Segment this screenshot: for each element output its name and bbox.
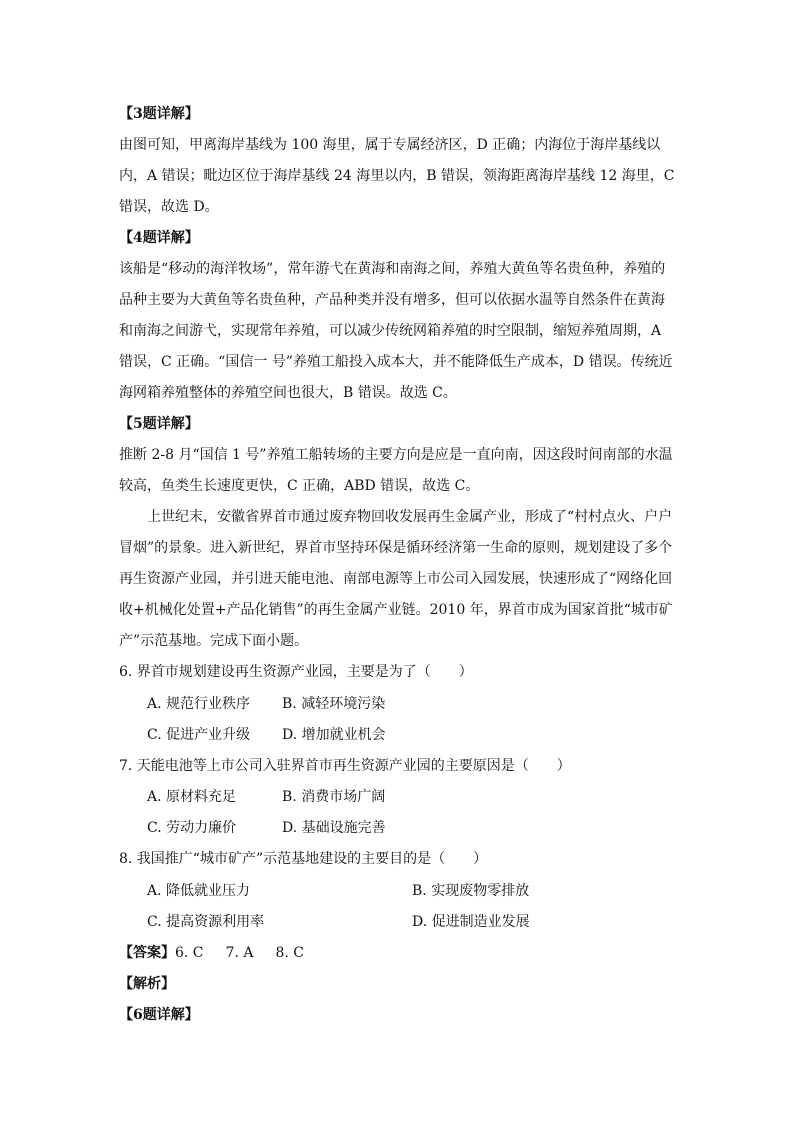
question-8-option-b: B. 实现废物零排放: [412, 883, 530, 899]
section-4-line-3: 和南海之间游弋，实现常年养殖，可以减少传统网箱养殖的时空限制，缩短养殖周期，A: [119, 323, 662, 339]
section-3-line-3: 错误，故选 D。: [119, 199, 219, 215]
question-6-stem: 6. 界首市规划建设再生资源产业园，主要是为了（ ）: [119, 664, 473, 680]
passage-line-1: 上世纪末，安徽省界首市通过废弃物回收发展再生金属产业，形成了“村村点火、户户: [147, 509, 673, 525]
section-3-line-2: 内，A 错误；毗边区位于海岸基线 24 海里以内，B 错误，领海距离海岸基线 12 海里，C: [119, 168, 675, 184]
section-4-line-4: 错误，C 正确。“国信一 号”养殖工船投入成本大，并不能降低生产成本，D 错误。传统近: [119, 354, 673, 370]
question-7-option-b: B. 消费市场广阔: [282, 789, 386, 805]
question-6-option-c: C. 促进产业升级: [147, 727, 251, 743]
question-6-option-a: A. 规范行业秩序: [147, 696, 251, 712]
section-3-heading: 【3题详解】: [119, 106, 199, 122]
question-7-option-c: C. 劳动力廉价: [147, 820, 237, 836]
question-8-option-c: C. 提高资源利用率: [147, 914, 265, 930]
answer-item-6: 6. C: [175, 945, 204, 961]
section-5-line-2: 较高，鱼类生长速度更快，C 正确，ABD 错误，故选 C。: [119, 478, 480, 494]
section-5-line-1: 推断 2-8 月“国信 1 号”养殖工船转场的主要方向是应是一直向南，因这段时间南部的水温: [119, 447, 673, 463]
question-8-option-d: D. 促进制造业发展: [412, 914, 530, 930]
section-4-heading: 【4题详解】: [119, 230, 199, 246]
answer-label: 【答案】: [119, 945, 175, 961]
question-7-stem: 7. 天能电池等上市公司入驻界首市再生资源产业园的主要原因是（ ）: [119, 758, 571, 774]
question-6-option-b: B. 减轻环境污染: [282, 696, 386, 712]
section-5-heading: 【5题详解】: [119, 416, 199, 432]
answer-line: [119, 943, 326, 963]
section-4-line-1: 该船是“移动的海洋牧场”，常年游弋在黄海和南海之间，养殖大黄鱼等名贵鱼种，养殖的: [119, 261, 666, 277]
passage-line-3: 再生资源产业园，并引进天能电池、南部电源等上市公司入园发展，快速形成了“网络化回: [119, 571, 673, 587]
question-8-option-a: A. 降低就业压力: [147, 883, 251, 899]
section-3-line-1: 由图可知，甲离海岸基线为 100 海里，属于专属经济区，D 正确；内海位于海岸基线以: [119, 137, 661, 153]
answer-item-7: 7. A: [225, 945, 254, 961]
analysis-label: 【解析】: [119, 976, 175, 992]
question-7-option-d: D. 基础设施完善: [282, 820, 386, 836]
section-6-heading: 【6题详解】: [119, 1007, 199, 1023]
question-7-option-a: A. 原材料充足: [147, 789, 237, 805]
question-8-stem: 8. 我国推广“城市矿产”示范基地建设的主要目的是（ ）: [119, 851, 488, 867]
passage-line-5: 产”示范基地。完成下面小题。: [119, 633, 309, 649]
section-4-line-2: 品种主要为大黄鱼等名贵鱼种，产品种类并没有增多，但可以依据水温等自然条件在黄海: [119, 292, 665, 308]
passage-line-4: 收+机械化处置+产品化销售”的再生金属产业链。2010 年，界首市成为国家首批“城市矿: [119, 602, 673, 618]
section-4-line-5: 海网箱养殖整体的养殖空间也很大，B 错误。故选 C。: [119, 385, 457, 401]
passage-line-2: 冒烟”的景象。进入新世纪，界首市坚持环保是循环经济第一生命的原则，规划建设了多个: [119, 540, 673, 556]
question-6-option-d: D. 增加就业机会: [282, 727, 386, 743]
answer-item-8: 8. C: [275, 945, 304, 961]
